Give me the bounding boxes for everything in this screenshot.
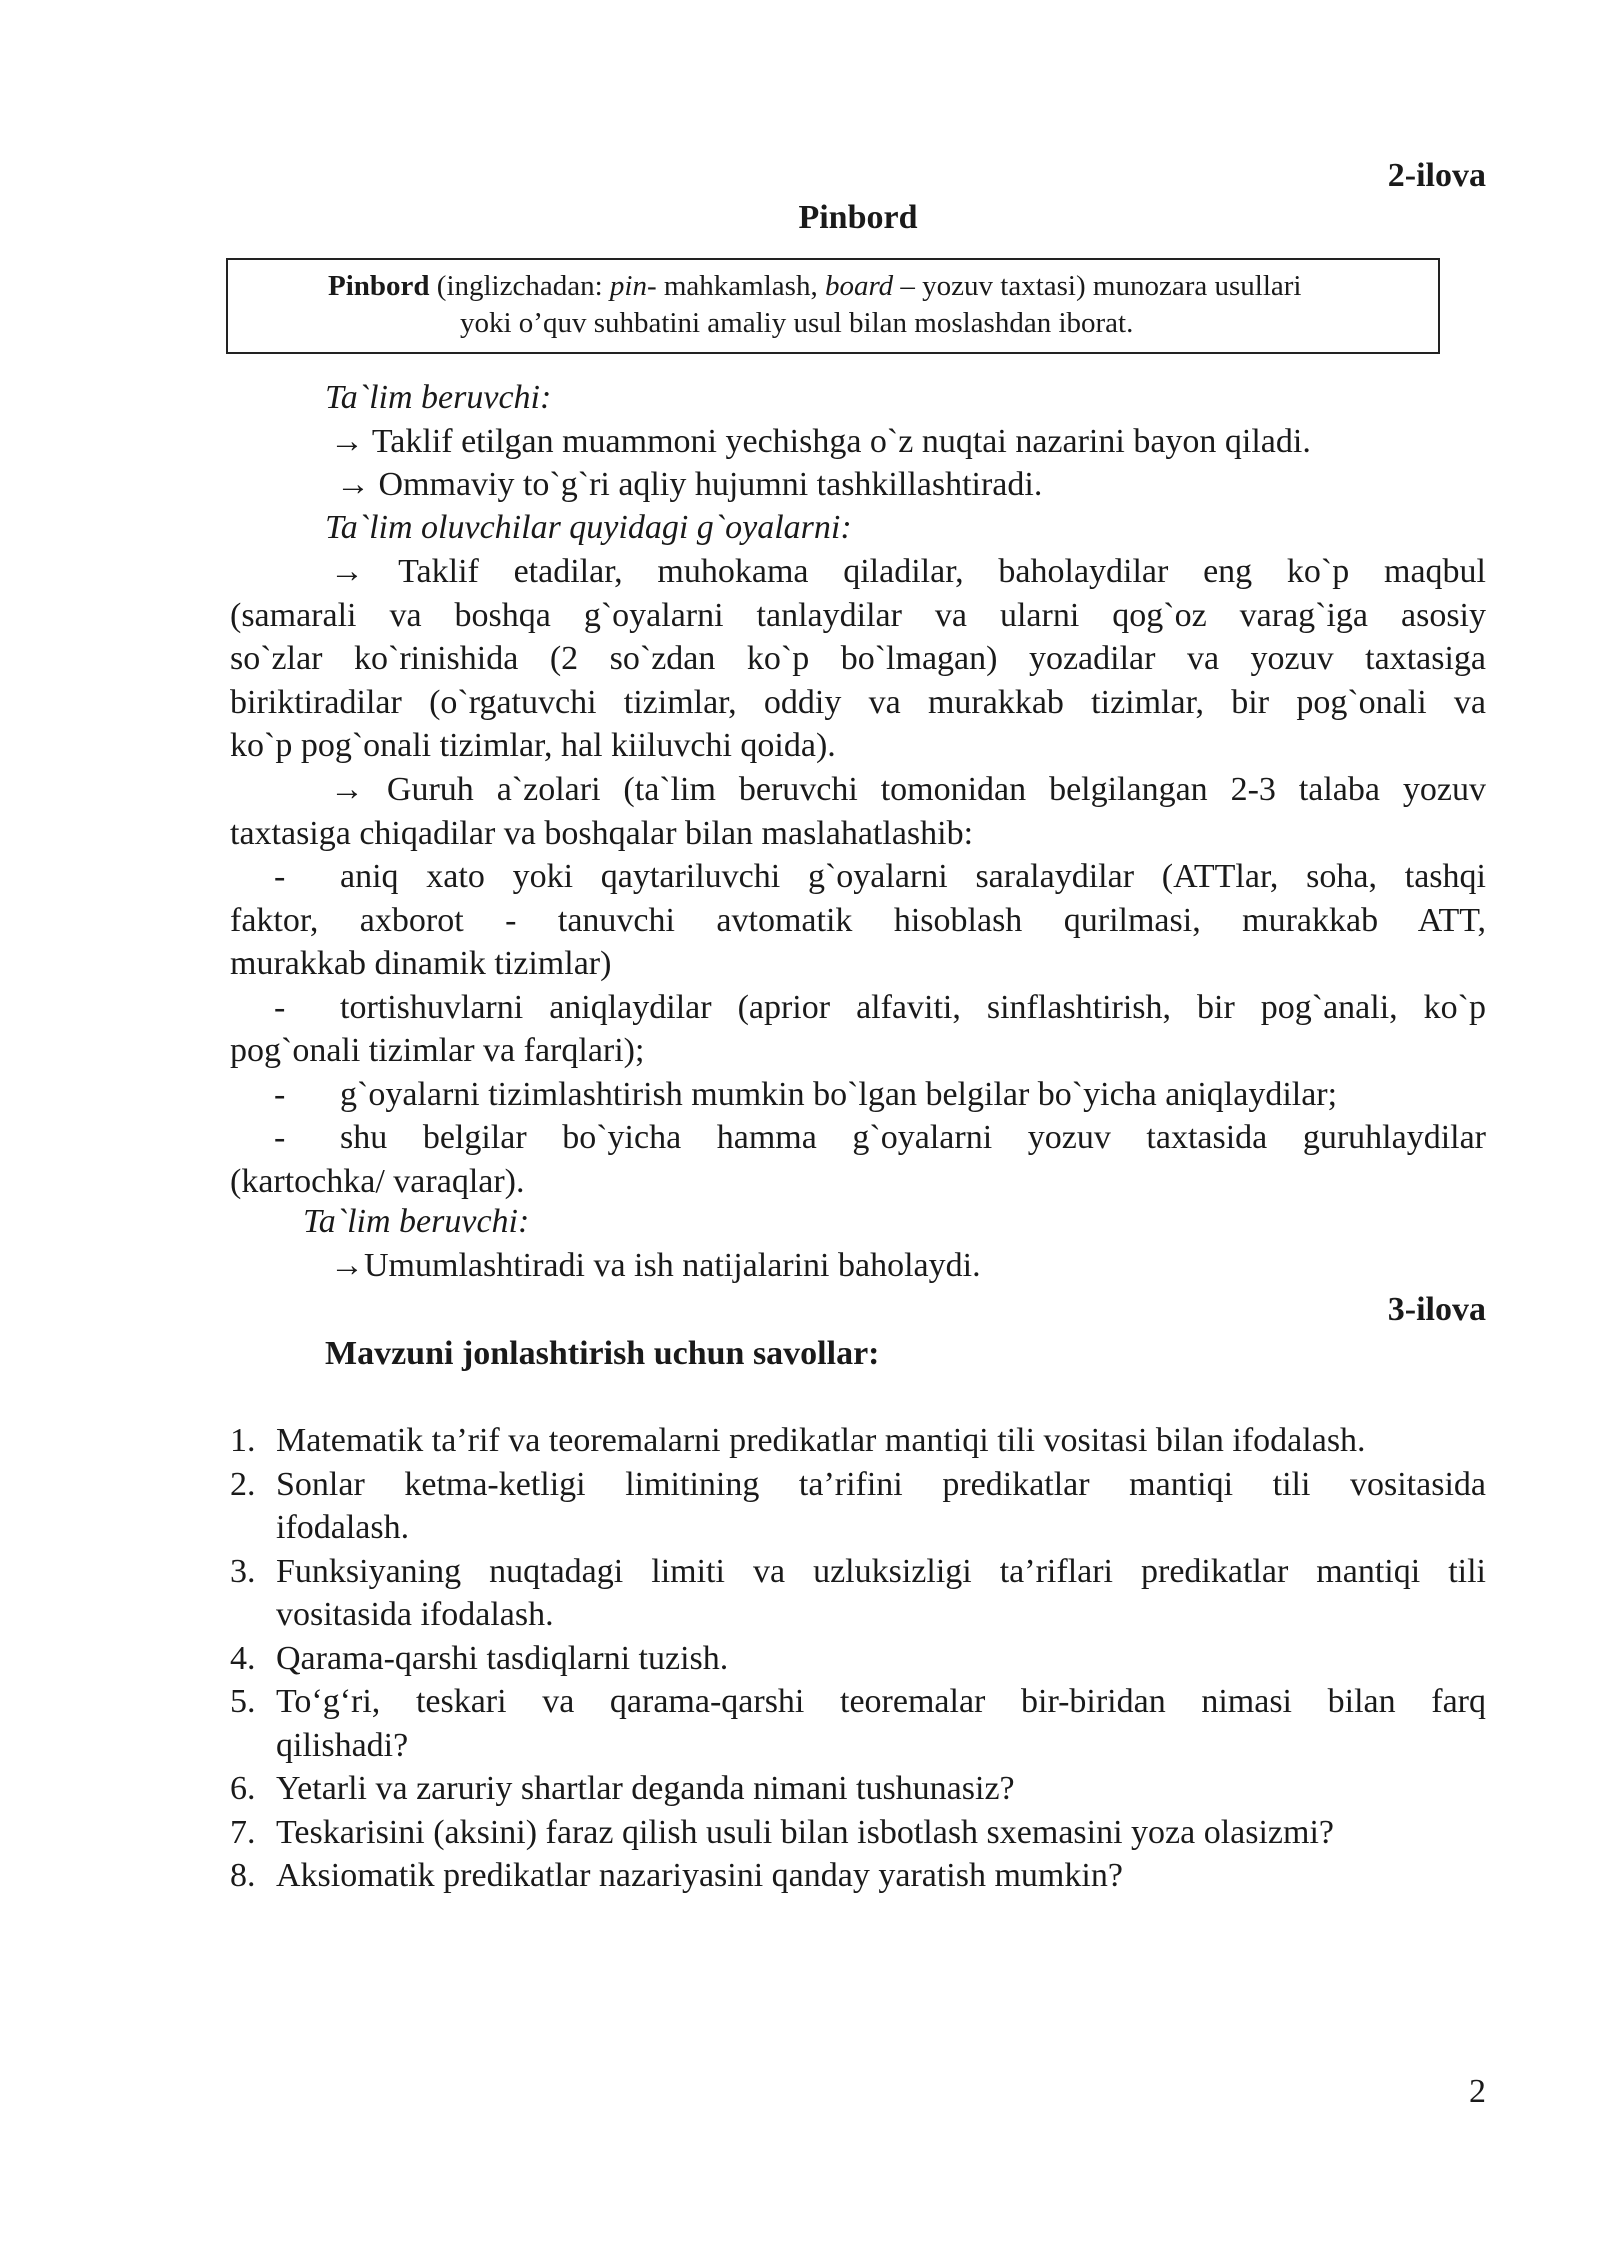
list-item: - tortishuvlarni aniqlaydilar (aprior alfaviti, sinflashtirish, bir pog`anali, ko`p [274,988,1486,1026]
list-item: - shu belgilar bo`yicha hamma g`oyalarni yozuv taxtasida guruhlaydilar [274,1119,1486,1156]
list-item: - g`oyalarni tizimlashtirish mumkin bo`lgan belgilar bo`yicha aniqlaydilar; [274,1075,1338,1113]
teacher-label-1: Ta`lim beruvchi: [325,379,552,416]
teacher-item-1: → Taklif etilgan muammoni yechishga o`z nuqtai nazarini bayon qiladi. [330,423,1311,460]
list-item: 4. Qarama-qarshi tasdiqlarni tuzish. [230,1639,729,1677]
list-item: 6. Yetarli va zaruriy shartlar deganda nimani tushunasiz? [230,1770,1015,1807]
teacher-item-3: →Umumlashtiradi va ish natijalarini baholaydi. [330,1247,981,1284]
list-item: 7. Teskarisini (aksini) faraz qilish usuli bilan isbotlash sxemasini yoza olasizmi? [230,1813,1335,1851]
list-item: 3. Funksiyaning nuqtadagi limiti va uzluksizligi ta’riflari predikatlar mantiqi tili vositasida ifodalash. [230,1552,1486,1633]
list-item: 5. To‘g‘ri, teskari va qarama-qarshi teoremalar bir-biridan nimasi bilan farq qilishadi? [230,1683,1486,1764]
teacher-label-2: Ta`lim beruvchi: [303,1203,530,1240]
teacher-item-2: → Ommaviy to`g`ri aqliy hujumni tashkillashtiradi. [336,466,1043,503]
list-item: 2. Sonlar ketma-ketligi limitining ta’rifini predikatlar mantiqi tili vositasida ifodalash. [230,1465,1486,1546]
definition-term: Pinbord [328,270,430,302]
students-paragraph-1: → Taklif etadilar, muhokama qiladilar, baholaydilar eng ko`p maqbul (samarali va boshqa g`oyalarni tanlaydilar va ularni qog`oz varag`iga asosiy so`zlar ko`rinishida (2 so`zdan ko`p bo`lmagan) yozadilar va yozuv taxtasiga biriktiradilar (o`rgatuvchi tizimlar, oddiy va murakkab tizimlar, bir pog`onali va ko`p pog`onali tizimlar, hal kiiluvchi qoida). [230,553,1486,764]
list-item: 1. Matematik ta’rif va teoremalarni predikatlar mantiqi tili vositasi bilan ifodalash. [230,1422,1366,1459]
page-number: 2 [1469,2073,1486,2110]
students-label: Ta`lim oluvchilar quyidagi g`oyalarni: [325,509,852,546]
page-title: Pinbord [798,199,918,236]
list-item: 8. Aksiomatik predikatlar nazariyasini qanday yaratish mumkin? [230,1857,1123,1894]
annex-3-label: 3-ilova [1387,1291,1486,1328]
list-item: - aniq xato yoki qaytariluvchi g`oyalarni saralaydilar (ATTlar, soha, tashqi [274,858,1486,895]
definition-box [226,258,1440,354]
definition-line-2: yoki o’quv suhbatini amaliy usul bilan moslashdan iborat. [460,307,1134,339]
students-paragraph-2: → Guruh a`zolari (ta`lim beruvchi tomonidan belgilangan 2-3 talaba yozuv taxtasiga chiqadilar va boshqalar bilan maslahatlashib: [230,771,1486,852]
dash-list: - aniq xato yoki qaytariluvchi g`oyalarni saralaydilar (ATTlar, soha, tashqi faktor, axborot - tanuvchi avtomatik hisoblash qurilmasi, murakkab ATT, murakkab dinamik tizimlar) - tortishuvlarni aniqlaydilar (aprior alfaviti, sinflashtirish, bir pog`anali, ko`p pog`onali tizimlar va farqlari); - g`oyalarni tizimlashtirish mumkin bo`lgan belgilar bo`yicha aniqlaydilar; - shu belgilar bo`yicha hamma g`oyalarni yozuv taxtasida guruhlaydilar (kartochka/ varaqlar). [230,855,1486,1203]
annex-2-label: 2-ilova [1387,157,1486,194]
questions-list [230,1419,1486,1898]
questions-title: Mavzuni jonlashtirish uchun savollar: [325,1335,880,1372]
definition-line-1: Pinbord (inglizchadan: pin- mahkamlash, board – yozuv taxtasi) munozara usullari [328,270,1302,302]
